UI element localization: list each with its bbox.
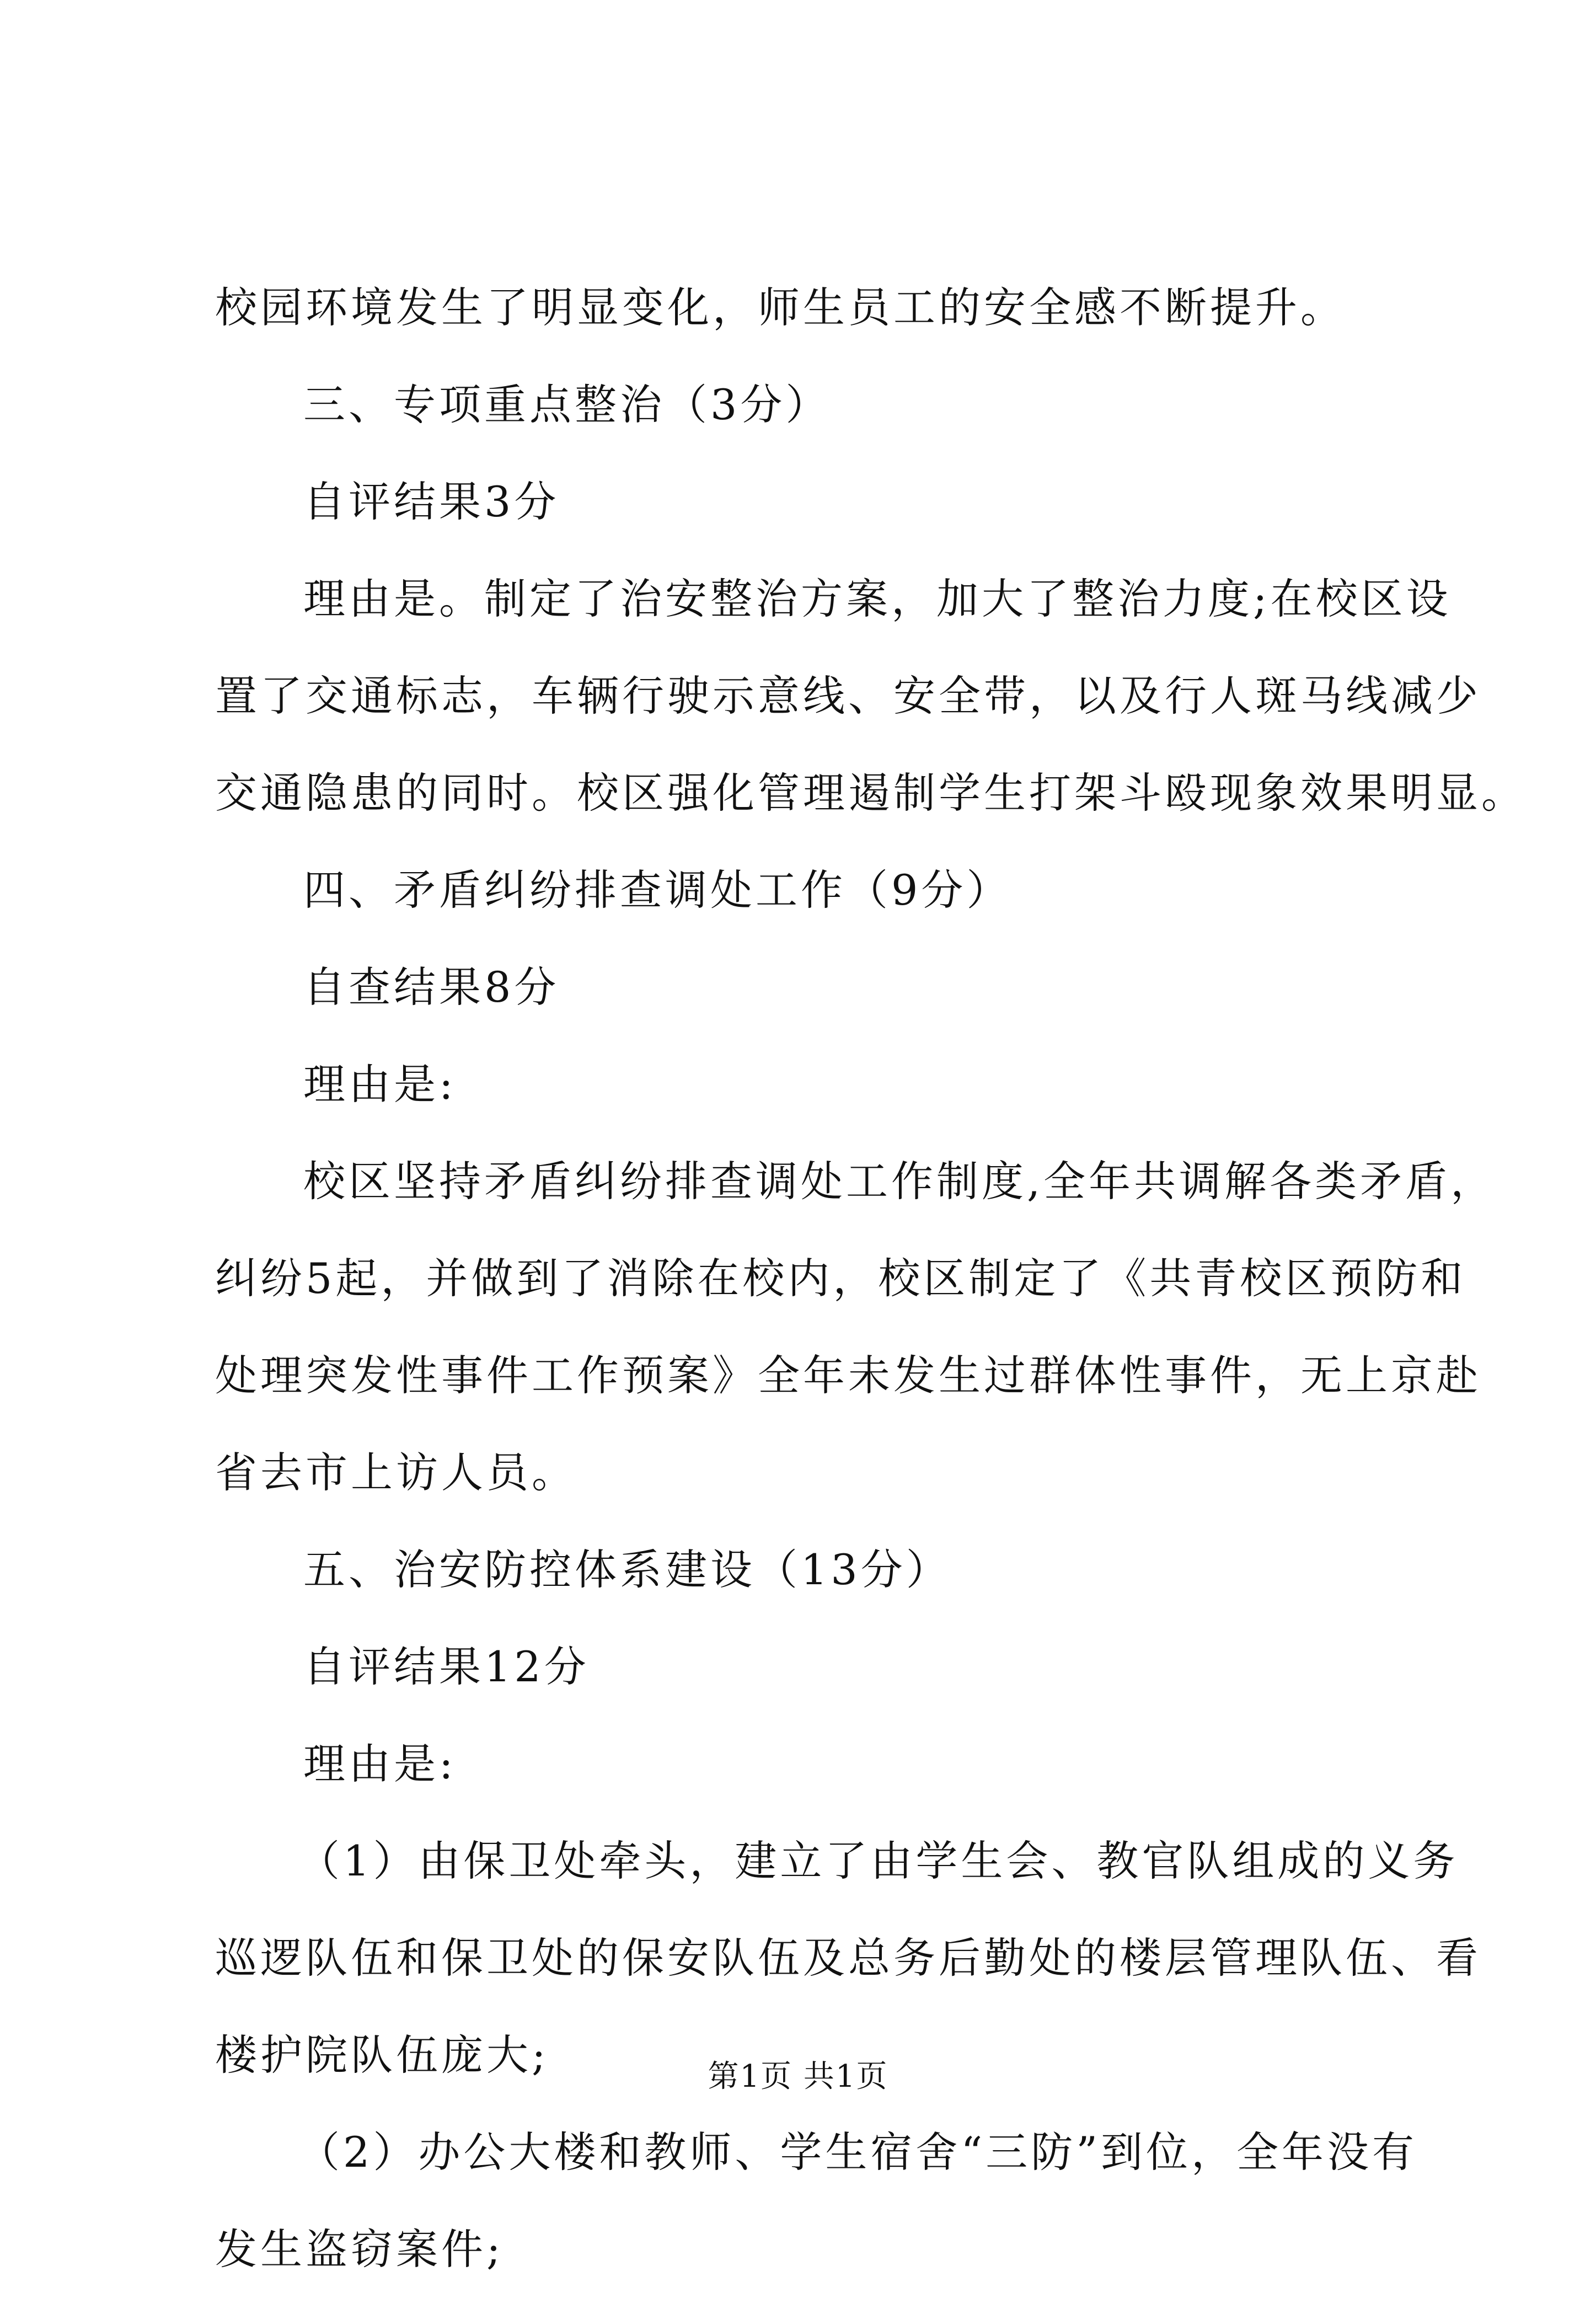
body-text-line: 纠纷5起，并做到了消除在校内，校区制定了《共青校区预防和 <box>215 1254 1466 1303</box>
reason-label: 理由是: <box>303 1739 457 1788</box>
reason-label: 理由是: <box>303 1060 457 1109</box>
body-text-line: 巡逻队伍和保卫处的保安队伍及总务后勤处的楼层管理队伍、看 <box>215 1933 1481 1982</box>
numbered-item-1: （1）由保卫处牵头，建立了由学生会、教官队组成的义务 <box>298 1836 1459 1885</box>
body-text-line: 发生盗窃案件; <box>215 2225 504 2274</box>
self-evaluation-result: 自评结果12分 <box>303 1642 590 1691</box>
section-heading-5: 五、治安防控体系建设（13分） <box>303 1545 951 1594</box>
numbered-item-2: （2）办公大楼和教师、学生宿舍“三防”到位，全年没有 <box>298 2128 1418 2177</box>
section-heading-4: 四、矛盾纠纷排查调处工作（9分） <box>303 865 1012 915</box>
section-heading-3: 三、专项重点整治（3分） <box>303 380 831 429</box>
page-number-footer: 第1页 共1页 <box>708 2059 888 2094</box>
self-evaluation-result: 自评结果3分 <box>303 477 560 526</box>
body-text-line: 理由是。制定了治安整治方案，加大了整治力度;在校区设 <box>303 574 1452 623</box>
body-text-line: 校区坚持矛盾纠纷排查调处工作制度,全年共调解各类矛盾， <box>303 1157 1496 1206</box>
body-text-line: 置了交通标志，车辆行驶示意线、安全带，以及行人斑马线减少 <box>215 671 1481 720</box>
body-text-line: 楼护院队伍庞大; <box>215 2030 549 2080</box>
body-text-line: 处理突发性事件工作预案》全年未发生过群体性事件，无上京赴 <box>215 1351 1481 1400</box>
body-text-line: 交通隐患的同时。校区强化管理遏制学生打架斗殴现象效果明显。 <box>215 768 1527 817</box>
self-check-result: 自查结果8分 <box>303 963 560 1012</box>
body-text-line: 省去市上访人员。 <box>215 1448 577 1497</box>
body-text-line: 校园环境发生了明显变化，师生员工的安全感不断提升。 <box>215 283 1346 332</box>
document-body <box>215 259 1527 2298</box>
